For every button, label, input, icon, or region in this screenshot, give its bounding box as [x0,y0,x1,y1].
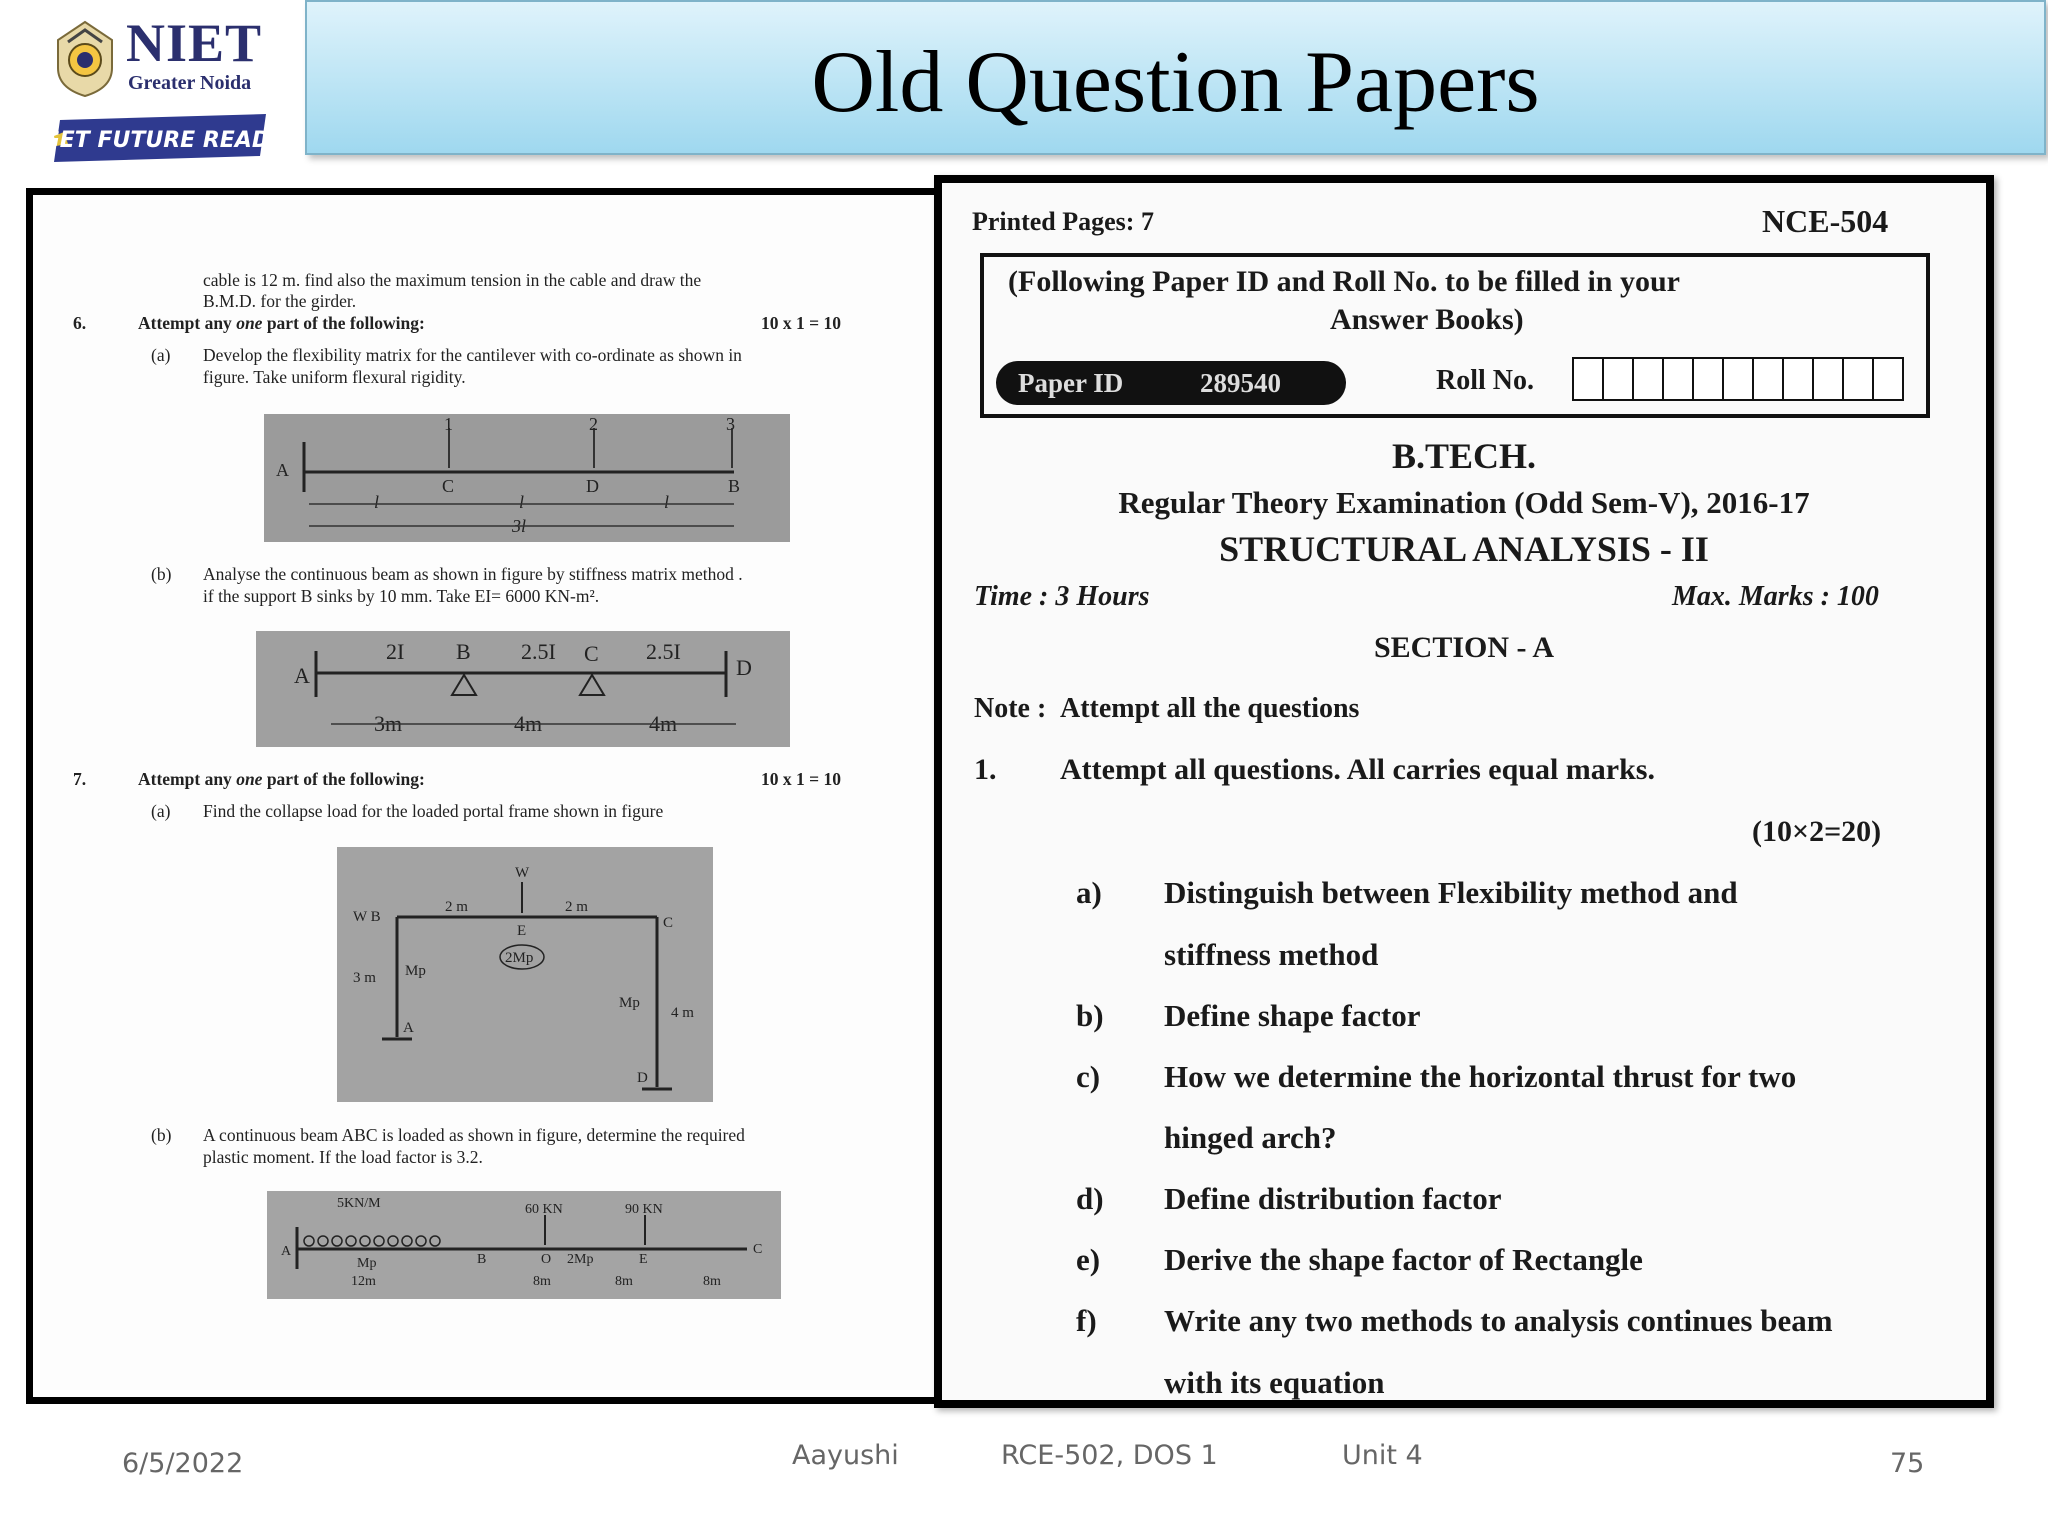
q6-marks: 10 x 1 = 10 [761,313,841,333]
footer-unit: Unit 4 [1342,1440,1423,1471]
subject: STRUCTURAL ANALYSIS - II [1219,529,1709,569]
paper-id-label: Paper ID [1018,368,1124,398]
instruction-line: Answer Books) [1330,303,1524,336]
question-1-marks: (10×2=20) [1752,815,1882,848]
item-text-line: Derive the shape factor of Rectangle [1164,1242,1643,1277]
roll-number-cell[interactable] [1632,357,1664,401]
roll-number-cell[interactable] [1752,357,1784,401]
fig3-height-label: 3 m [353,970,376,986]
q5-continuation-line: B.M.D. for the girder. [203,291,357,311]
printed-pages: Printed Pages: 7 [972,207,1154,236]
paper-id-value: 289540 [1200,368,1281,398]
item-text-line: How we determine the horizontal thrust for two [1164,1059,1797,1094]
fig1-coord-label: 2 [589,414,598,434]
footer-date: 6/5/2022 [122,1448,244,1479]
roll-number-cell[interactable] [1572,357,1604,401]
fig1-point-label: D [586,476,599,496]
fig1-span-label: l [519,492,525,512]
fig2-span-label: 4m [514,711,543,736]
q7a-label: (a) [151,801,171,821]
question-paper-scan-left [26,188,941,1404]
roll-number-cell[interactable] [1692,357,1724,401]
footer-author: Aayushi [792,1440,899,1471]
fig2-top-label: 2.5I [521,639,556,664]
fig4-a-label: A [281,1244,292,1259]
fig2-end-label: A [294,663,310,688]
q6b-text-line: if the support B sinks by 10 mm. Take EI= 6000 KN-m². [203,586,600,606]
fig3-mp-label: Mp [405,963,426,979]
get-future-ready-banner [41,114,285,162]
fig4-span-label: 12m [351,1274,376,1289]
fig2-top-label: B [456,639,471,664]
item-text-line: hinged arch? [1164,1120,1337,1155]
item-text-line: with its equation [1164,1365,1385,1400]
fig4-c-label: C [753,1242,763,1257]
item-label: b) [1076,998,1104,1033]
item-label: d) [1076,1181,1104,1216]
fig4-mp-label: Mp [357,1256,377,1271]
fig2-top-label: C [584,641,599,666]
fig1-point-label: C [442,476,455,496]
fig1-span-label: l [374,492,380,512]
q6b-label: (b) [151,564,172,584]
fig3-d-label: D [637,1070,648,1086]
fig1-coord-label: 3 [726,414,735,434]
fig3-moment-label: 2Mp [505,950,534,966]
fig1-span-label: l [664,492,670,512]
q7-heading: Attempt any one part of the following: [138,769,425,789]
q7-number: 7. [73,769,87,789]
roll-number-label: Roll No. [1436,365,1534,396]
fig4-b-label: B [477,1252,487,1267]
section-heading: SECTION - A [1373,631,1555,664]
fig4-mp-label: 2Mp [567,1252,594,1267]
fig1-total-label: 3l [512,516,527,536]
q7b-text-line: A continuous beam ABC is loaded as shown in figure, determine the required [203,1125,745,1145]
fig4-span-label: 8m [703,1274,721,1289]
fig4-span-label: 8m [533,1274,551,1289]
roll-number-cell[interactable] [1662,357,1694,401]
footer-page-number: 75 [1890,1448,1925,1479]
roll-number-cell[interactable] [1842,357,1874,401]
note-text: Attempt all the questions [1060,693,1360,724]
q7b-label: (b) [151,1125,172,1145]
paper-code: NCE-504 [1762,203,1889,239]
fig1-point-label: A [276,460,289,480]
item-label: f) [1076,1303,1097,1338]
q7a-text: Find the collapse load for the loaded portal frame shown in figure [203,801,664,821]
fig3-mp-label: Mp [619,995,640,1011]
fig3-dim-label: 2 m [565,899,588,915]
item-text-line: Write any two methods to analysis continues beam [1164,1303,1833,1338]
note-label: Note : [974,693,1047,724]
fig3-wb-label: W B [353,909,381,925]
fig4-load-label: 60 KN [525,1202,563,1217]
fig1-point-label: B [728,476,741,496]
fig4-o-label: O [541,1252,552,1267]
roll-number-cell[interactable] [1812,357,1844,401]
logo-tagline: GET FUTURE READY [41,128,285,153]
fig2-span-label: 3m [374,711,403,736]
fig4-load-label: 90 KN [625,1202,663,1217]
fig1-coord-label: 1 [444,414,453,434]
roll-number-cell[interactable] [1602,357,1634,401]
roll-number-cell[interactable] [1722,357,1754,401]
roll-number-cell[interactable] [1872,357,1904,401]
q7b-text-line: plastic moment. If the load factor is 3.2. [203,1147,483,1167]
fig2-span-label: 4m [649,711,678,736]
fig3-load-label: W [515,865,530,881]
fig4-span-label: 8m [615,1274,633,1289]
logo-location: Greater Noida [128,72,252,94]
item-text-line: stiffness method [1164,937,1379,972]
fig3-c-label: C [663,915,674,931]
roll-number-cell[interactable] [1782,357,1814,401]
fig2-end-label: D [736,655,752,680]
question-paper-scan-right [934,175,1994,1408]
q6a-text-line: Develop the flexibility matrix for the cantilever with co-ordinate as shown in [203,345,742,365]
q6b-text-line: Analyse the continuous beam as shown in figure by stiffness matrix method . [203,564,743,584]
logo-brand: NIET [126,13,263,73]
question-1-number: 1. [974,753,997,786]
instruction-line: (Following Paper ID and Roll No. to be filled in your [1008,265,1680,298]
slide-title: Old Question Papers [811,34,1540,131]
niet-emblem-icon [50,18,120,98]
item-label: c) [1076,1059,1101,1094]
continuous-beam-figure [256,631,790,747]
paper-id-box [980,253,1930,418]
item-label: e) [1076,1242,1101,1277]
q5-continuation-line: cable is 12 m. find also the maximum tension in the cable and draw the [203,270,702,290]
fig2-top-label: 2.5I [646,639,681,664]
exam-name: Regular Theory Examination (Odd Sem-V), 2016-17 [1118,485,1810,520]
item-text-line: Distinguish between Flexibility method and [1164,875,1738,910]
footer-course: RCE-502, DOS 1 [1001,1440,1218,1471]
q6-heading: Attempt any one part of the following: [138,313,425,333]
fig3-height-label: 4 m [671,1005,694,1021]
q7-marks: 10 x 1 = 10 [761,769,841,789]
niet-logo [40,10,285,160]
q6a-text-line: figure. Take uniform flexural rigidity. [203,367,466,387]
fig3-dim-label: 2 m [445,899,468,915]
fig2-top-label: 2I [386,639,405,664]
fig4-udl-label: 5KN/M [337,1196,381,1211]
item-label: a) [1076,875,1102,910]
max-marks: Max. Marks : 100 [1672,581,1879,612]
portal-frame-figure [337,847,713,1102]
cantilever-figure [264,414,790,542]
question-1-text: Attempt all questions. All carries equal marks. [1060,753,1655,786]
q6a-label: (a) [151,345,171,365]
fig4-e-label: E [639,1252,648,1267]
fig3-e-label: E [517,923,527,939]
loaded-beam-figure [267,1191,781,1299]
item-text-line: Define distribution factor [1164,1181,1502,1216]
item-text-line: Define shape factor [1164,998,1421,1033]
paper-id-pill [996,361,1346,405]
degree: B.TECH. [1391,436,1537,476]
q6-number: 6. [73,313,87,333]
slide-header [305,0,2046,155]
exam-time: Time : 3 Hours [974,581,1150,612]
fig3-a-label: A [403,1020,414,1036]
